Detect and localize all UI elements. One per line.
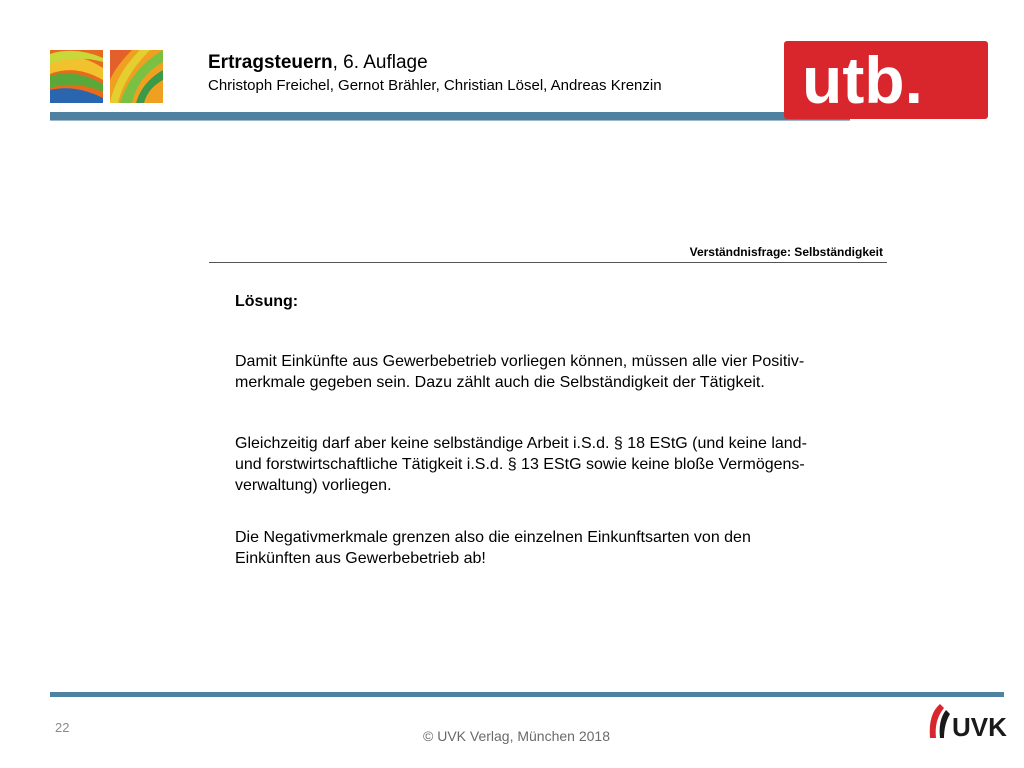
uvk-logo (926, 702, 1008, 742)
header-rule-thin (50, 120, 850, 121)
book-title: Ertragsteuern, 6. Auflage (208, 52, 428, 73)
paragraph-1 (235, 351, 855, 393)
section-rule (209, 262, 887, 263)
paragraph-text: Gleichzeitig darf aber keine selbständige Arbeit i.S.d. § 18 EStG (und keine land- und forstwirtschaftliche Tätigkeit i.S.d. § 13 EStG sowie keine bloße Vermögens- verwaltung) vorliegen. (235, 435, 807, 494)
book-authors: Christoph Freichel, Gernot Brähler, Christian Lösel, Andreas Krenzin (208, 77, 662, 94)
paragraph-3 (235, 527, 855, 569)
paragraph-2 (235, 433, 855, 496)
paragraph-text: Damit Einkünfte aus Gewerbebetrieb vorliegen können, müssen alle vier Positiv- merkmale gegeben sein. Dazu zählt auch die Selbständigkeit der Tätigkeit. (235, 353, 805, 391)
footer-rule (50, 692, 1004, 697)
cover-thumbnail-1 (50, 50, 103, 103)
section-label: Verständnisfrage: Selbständigkeit (689, 245, 883, 259)
uvk-logo-text: UVK (952, 712, 1007, 742)
paragraph-text: Die Negativmerkmale grenzen also die einzelnen Einkunftsarten von den Einkünften aus Gewerbebetrieb ab! (235, 529, 751, 567)
utb-logo (784, 41, 988, 119)
solution-heading: Lösung: (235, 293, 299, 310)
header-rule (50, 112, 850, 120)
utb-logo-text: utb. (802, 43, 923, 117)
copyright: © UVK Verlag, München 2018 (423, 728, 610, 744)
cover-thumbnail-2 (110, 50, 163, 103)
page-number: 22 (55, 720, 70, 735)
